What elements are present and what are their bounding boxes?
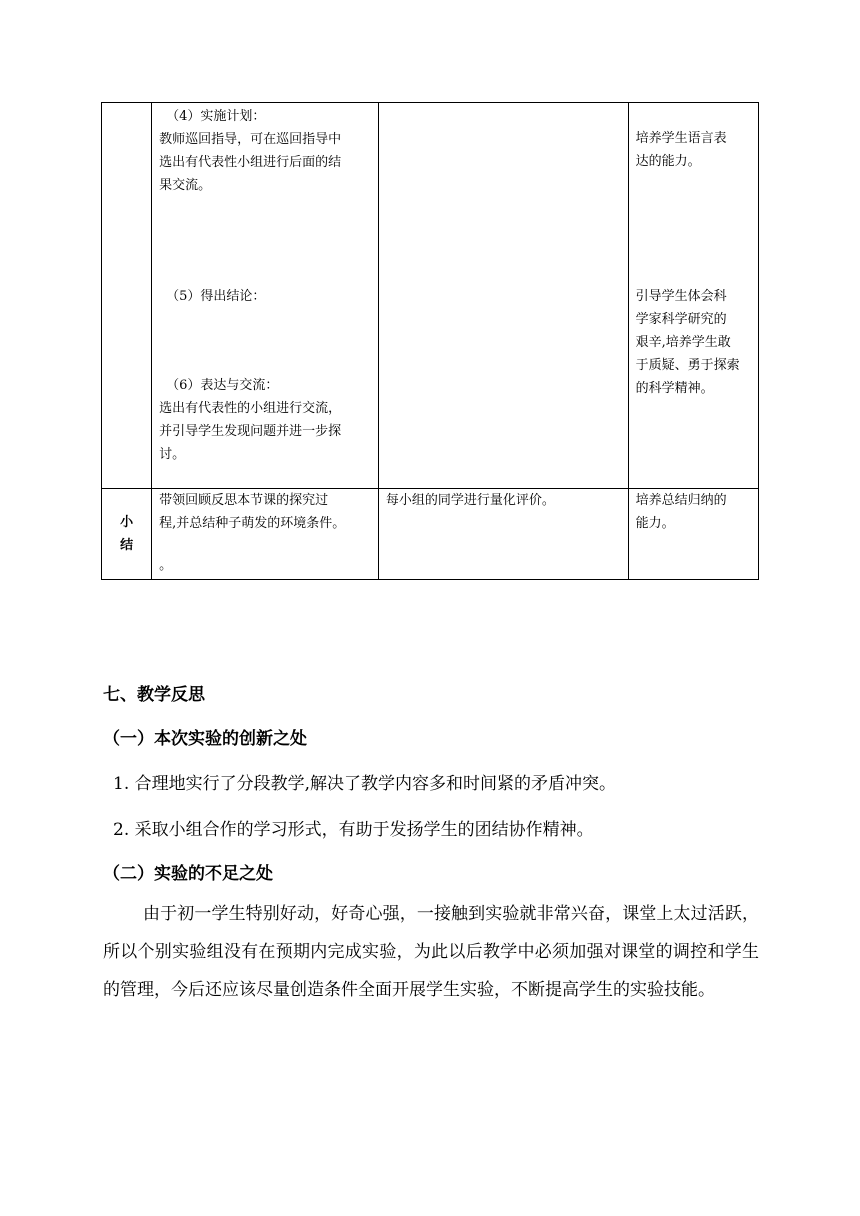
text-line: （6）表达与交流： xyxy=(166,378,279,393)
table-row xyxy=(102,489,759,580)
stage-cell xyxy=(102,103,152,489)
intent-science-spirit xyxy=(636,285,754,400)
text-line: 能力。 xyxy=(635,516,675,531)
stage-label-char: 结 xyxy=(120,538,134,553)
text-line: 带领回顾反思本节课的探究过 xyxy=(159,493,329,508)
text-line: 。 xyxy=(159,558,173,573)
text-line: 并引导学生发现问题并进一步探 xyxy=(159,424,342,439)
text-line: 果交流。 xyxy=(159,178,212,193)
student-activity-cell xyxy=(378,489,628,580)
text-line: 选出有代表性的小组进行交流， xyxy=(159,401,342,416)
innovation-heading: （一）本次实验的创新之处 xyxy=(103,729,307,749)
text-line: 选出有代表性小组进行后面的结 xyxy=(159,155,342,170)
table-row xyxy=(102,103,759,489)
reflection-title: 七、教学反思 xyxy=(103,685,205,705)
innovation-item-2: 2. 采取小组合作的学习形式，有助于发扬学生的团结协作精神。 xyxy=(113,820,594,840)
design-intent-cell xyxy=(628,103,758,489)
step-5-conclusion xyxy=(159,285,374,308)
lesson-plan-table xyxy=(101,102,759,580)
text-line: 于质疑、勇于探索 xyxy=(635,358,740,373)
shortcoming-heading: （二）实验的不足之处 xyxy=(103,864,273,884)
text-line: 每小组的同学进行量化评价。 xyxy=(385,493,555,508)
stage-label-summary xyxy=(102,489,152,580)
text-line: 引导学生体会科 xyxy=(635,289,727,304)
teacher-activity-cell xyxy=(152,489,379,580)
design-intent-cell xyxy=(628,489,758,580)
student-activity-cell xyxy=(378,103,628,489)
shortcoming-paragraph: 由于初一学生特别好动，好奇心强，一接触到实验就非常兴奋，课堂上太过活跃，所以个别实验组没有在预期内完成实验，为此以后教学中必须加强对课堂的调控和学生的管理，今后还应该尽量创造条件全面开展学生实验，不断提高学生的实验技能。 xyxy=(103,904,759,1000)
text-line: 学家科学研究的 xyxy=(635,312,727,327)
intent-language xyxy=(636,127,754,173)
text-line: 达的能力。 xyxy=(635,154,701,169)
text-line: 艰辛,培养学生敢 xyxy=(635,335,731,350)
step-4-plan xyxy=(159,105,374,197)
text-line: （5）得出结论： xyxy=(166,289,266,304)
text-line: （4）实施计划： xyxy=(166,109,266,124)
text-line: 讨。 xyxy=(159,447,186,462)
step-6-communication xyxy=(159,374,374,466)
text-line: 程,并总结种子萌发的环境条件。 xyxy=(159,516,346,531)
text-line xyxy=(159,535,374,554)
text-line: 的科学精神。 xyxy=(635,381,714,396)
text-line: 培养学生语言表 xyxy=(635,131,727,146)
text-line: 培养总结归纳的 xyxy=(635,493,727,508)
text-line: 教师巡回指导，可在巡回指导中 xyxy=(159,132,342,147)
stage-label-char: 小 xyxy=(120,515,134,530)
innovation-item-1: 1. 合理地实行了分段教学,解决了教学内容多和时间紧的矛盾冲突。 xyxy=(113,774,617,794)
teacher-activity-cell xyxy=(152,103,379,489)
